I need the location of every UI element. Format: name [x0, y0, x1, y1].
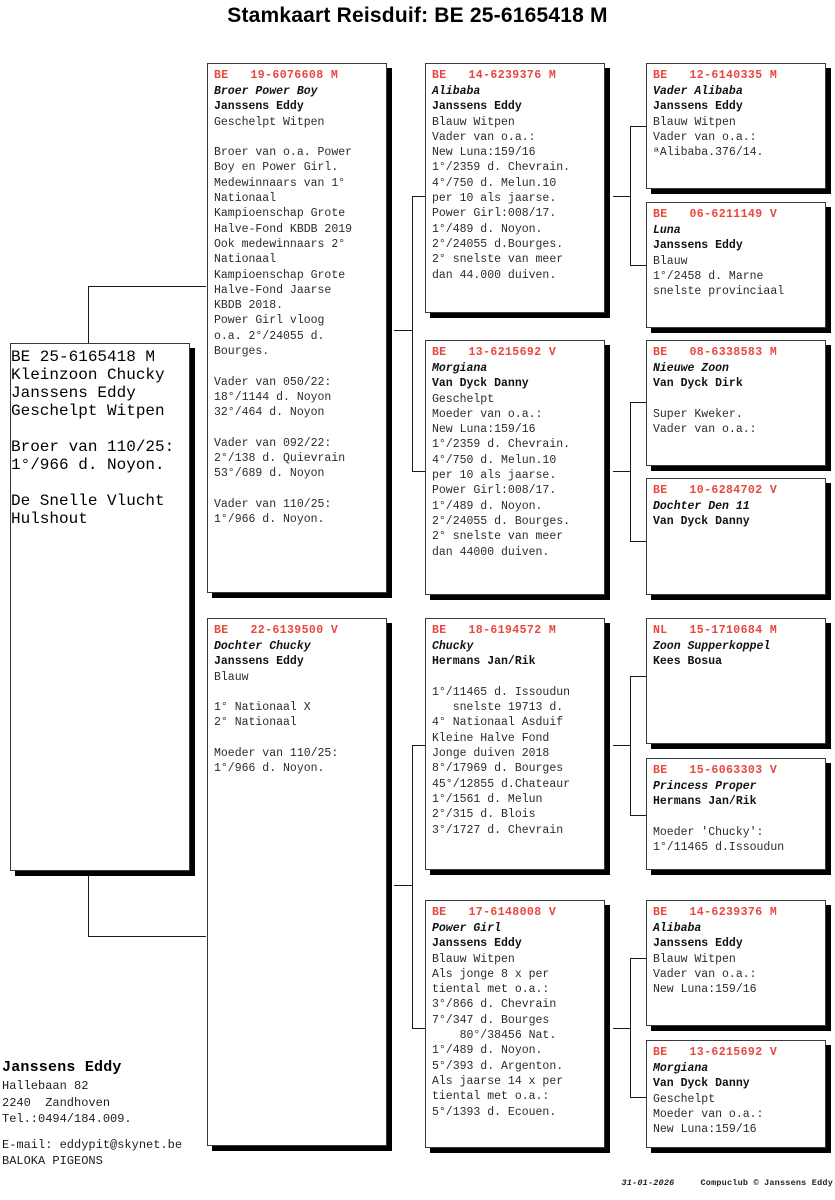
sire-owner: Janssens Eddy	[214, 100, 304, 114]
gp3-ring: BE 18-6194572 M	[432, 624, 557, 637]
gp2-owner: Van Dyck Danny	[432, 377, 529, 391]
dam-box[interactable]	[207, 618, 387, 1146]
detail-line: 1°/11465 d. Issoudun	[432, 685, 571, 699]
connector-gp2-v	[630, 402, 631, 542]
detail-line: Nationaal	[214, 192, 277, 206]
gp4-detail-lines	[426, 952, 604, 1120]
connector-gp4-in-h	[613, 1028, 631, 1029]
ggp8-detail-lines	[647, 1092, 825, 1138]
great-grandparent-box-6[interactable]	[646, 758, 826, 870]
detail-line: 1°/966 d. Noyon.	[11, 456, 165, 474]
detail-line: ªAlibaba.376/14.	[653, 146, 764, 160]
detail-line: KBDB 2018.	[214, 299, 284, 313]
detail-line	[11, 474, 189, 492]
sire-ring: BE 19-6076608 M	[214, 69, 339, 82]
detail-line: Hulshout	[11, 510, 88, 528]
detail-line: 1°/489 d. Noyon.	[432, 1044, 543, 1058]
detail-line: 1°/2359 d. Chevrain.	[432, 438, 571, 452]
subject-owner: Janssens Eddy	[11, 384, 136, 402]
detail-line: 5°/393 d. Argenton.	[432, 1059, 564, 1073]
detail-line: 2°/315 d. Blois	[432, 808, 536, 822]
ggp7-ring: BE 14-6239376 M	[653, 906, 778, 919]
detail-line	[208, 731, 386, 746]
grandparent-box-3[interactable]	[425, 618, 605, 870]
ggp1-name: Vader Alibaba	[653, 85, 743, 98]
detail-line: Nationaal	[214, 253, 277, 267]
detail-line: Kampioenschap Grote	[214, 268, 346, 282]
detail-line: 1°/2359 d. Chevrain.	[432, 161, 571, 175]
subject-ring: BE 25-6165418 M	[11, 348, 156, 366]
detail-line: 1°/11465 d.Issoudun	[653, 841, 785, 855]
subject-detail-lines	[11, 402, 189, 528]
detail-line	[208, 130, 386, 145]
detail-line: 53°/689 d. Noyon	[214, 467, 325, 481]
gp4-name: Power Girl	[432, 922, 502, 935]
great-grandparent-box-5[interactable]	[646, 618, 826, 744]
dam-owner: Janssens Eddy	[214, 655, 304, 669]
subject-name: Kleinzoon Chucky	[11, 366, 165, 384]
detail-line: Kleine Halve Fond	[432, 731, 550, 745]
ggp8-name: Morgiana	[653, 1062, 709, 1075]
ggp4-ring: BE 10-6284702 V	[653, 484, 778, 497]
detail-line: Geschelpt	[653, 1092, 716, 1106]
breeder-email: E-mail: eddypit@skynet.be	[2, 1137, 183, 1152]
detail-line: 45°/12855 d.Chateaur	[432, 777, 571, 791]
gp1-ring: BE 14-6239376 M	[432, 69, 557, 82]
detail-line	[11, 420, 189, 438]
detail-line: Bourges.	[214, 345, 270, 359]
ggp1-detail-lines	[647, 115, 825, 161]
detail-line: Super Kweker.	[653, 407, 743, 421]
grandparent-box-2[interactable]	[425, 340, 605, 595]
detail-line: Blauw Witpen	[432, 115, 515, 129]
gp3-detail-lines	[426, 670, 604, 838]
detail-line: 2°/24055 d.Bourges.	[432, 237, 564, 251]
gp1-detail-lines	[426, 115, 604, 283]
ggp4-owner: Van Dyck Danny	[653, 515, 750, 529]
sire-name: Broer Power Boy	[214, 85, 318, 98]
great-grandparent-box-7[interactable]	[646, 900, 826, 1026]
detail-line: dan 44000 duiven.	[432, 545, 550, 559]
dam-name: Dochter Chucky	[214, 640, 311, 653]
connector-sire-in-h	[394, 330, 413, 331]
ggp5-name: Zoon Supperkoppel	[653, 640, 771, 653]
detail-line	[208, 359, 386, 374]
ggp2-owner: Janssens Eddy	[653, 239, 743, 253]
detail-line: 2° Nationaal	[214, 716, 297, 730]
ggp4-name: Dochter Den 11	[653, 500, 750, 513]
ggp6-owner: Hermans Jan/Rik	[653, 795, 757, 809]
detail-line: 2°/138 d. Quievrain	[214, 452, 346, 466]
detail-line: 32°/464 d. Noyon	[214, 406, 325, 420]
detail-line: o.a. 2°/24055 d.	[214, 329, 325, 343]
ggp2-name: Luna	[653, 224, 681, 237]
detail-line: New Luna:159/16	[432, 146, 536, 160]
detail-line: Geschelpt	[432, 392, 495, 406]
detail-line: 1°/2458 d. Marne	[653, 269, 764, 283]
gp2-ring: BE 13-6215692 V	[432, 346, 557, 359]
detail-line: Halve-Fond Jaarse	[214, 283, 332, 297]
ggp8-owner: Van Dyck Danny	[653, 1077, 750, 1091]
detail-line: Ook medewinnaars 2°	[214, 237, 346, 251]
gp4-owner: Janssens Eddy	[432, 937, 522, 951]
page-title: Stamkaart Reisduif: BE 25-6165418 M	[227, 4, 608, 27]
detail-line: Moeder van o.a.:	[432, 407, 543, 421]
gp4-ring: BE 17-6148008 V	[432, 906, 557, 919]
detail-line: 7°/347 d. Bourges	[432, 1013, 550, 1027]
detail-line: 3°/866 d. Chevrain	[432, 998, 557, 1012]
ggp6-detail-lines	[647, 810, 825, 856]
dam-detail-lines	[208, 670, 386, 777]
ggp6-ring: BE 15-6063303 V	[653, 764, 778, 777]
gp3-owner: Hermans Jan/Rik	[432, 655, 536, 669]
great-grandparent-box-8[interactable]	[646, 1040, 826, 1148]
detail-line: per 10 als jaarse.	[432, 469, 557, 483]
detail-line: Vader van o.a.:	[653, 130, 757, 144]
detail-line	[208, 685, 386, 700]
gp2-detail-lines	[426, 392, 604, 560]
connector-subject-dam-h	[88, 936, 206, 937]
detail-line: Blauw Witpen	[653, 115, 736, 129]
connector-gp3-v	[630, 676, 631, 816]
ggp8-ring: BE 13-6215692 V	[653, 1046, 778, 1059]
detail-line: Als jaarse 14 x per	[432, 1074, 564, 1088]
detail-line: New Luna:159/16	[653, 1123, 757, 1137]
connector-gp1-in-h	[613, 196, 631, 197]
great-grandparent-box-4[interactable]	[646, 478, 826, 595]
detail-line: 80°/38456 Nat.	[432, 1029, 557, 1043]
ggp7-owner: Janssens Eddy	[653, 937, 743, 951]
ggp1-owner: Janssens Eddy	[653, 100, 743, 114]
detail-line: Vader van o.a.:	[653, 423, 757, 437]
detail-line: 2° snelste van meer	[432, 530, 564, 544]
detail-line: 1°/966 d. Noyon.	[214, 513, 325, 527]
connector-dam-in-h	[394, 885, 413, 886]
detail-line: Moeder 'Chucky':	[653, 825, 764, 839]
footer-software-credit: Compuclub © Janssens Eddy	[700, 1178, 833, 1188]
detail-line: 8°/17969 d. Bourges	[432, 762, 564, 776]
detail-line: New Luna:159/16	[432, 423, 536, 437]
detail-line: 4° Nationaal Asduif	[432, 716, 564, 730]
detail-line: tiental met o.a.:	[432, 1090, 550, 1104]
great-grandparent-box-2[interactable]	[646, 202, 826, 328]
dam-ring: BE 22-6139500 V	[214, 624, 339, 637]
detail-line: snelste provinciaal	[653, 285, 785, 299]
detail-line: Blauw Witpen	[432, 952, 515, 966]
detail-line: 4°/750 d. Melun.10	[432, 453, 557, 467]
detail-line: 1°/489 d. Noyon.	[432, 499, 543, 513]
breeder-loft: BALOKA PIGEONS	[2, 1154, 103, 1168]
detail-line	[647, 810, 825, 825]
connector-subject-sire-h	[88, 286, 206, 287]
footer-date: 31-01-2026	[621, 1178, 675, 1188]
detail-line: Jonge duiven 2018	[432, 747, 550, 761]
detail-line: Blauw	[653, 254, 688, 268]
connector-sire-parents-v	[412, 196, 413, 472]
detail-line: 1°/966 d. Noyon.	[214, 762, 325, 776]
breeder-phone: Tel.:0494/184.009.	[2, 1112, 132, 1126]
gp1-name: Alibaba	[432, 85, 481, 98]
detail-line: Blauw	[214, 670, 249, 684]
ggp5-owner: Kees Bosua	[653, 655, 723, 669]
detail-line: New Luna:159/16	[653, 983, 757, 997]
detail-line: Vader van 050/22:	[214, 375, 332, 389]
detail-line	[647, 392, 825, 407]
detail-line	[426, 670, 604, 685]
detail-line: 4°/750 d. Melun.10	[432, 176, 557, 190]
detail-line: 1°/1561 d. Melun	[432, 792, 543, 806]
ggp6-name: Princess Proper	[653, 780, 757, 793]
ggp3-ring: BE 08-6338583 M	[653, 346, 778, 359]
detail-line: 1°/489 d. Noyon.	[432, 222, 543, 236]
detail-line	[208, 421, 386, 436]
connector-gp2-in-h	[613, 471, 631, 472]
detail-line: 18°/1144 d. Noyon	[214, 390, 332, 404]
detail-line: Vader van o.a.:	[432, 130, 536, 144]
detail-line: Geschelpt Witpen	[214, 115, 325, 129]
detail-line: tiental met o.a.:	[432, 983, 550, 997]
detail-line: dan 44.000 duiven.	[432, 268, 557, 282]
detail-line: Kampioenschap Grote	[214, 207, 346, 221]
ggp2-ring: BE 06-6211149 V	[653, 208, 778, 221]
detail-line: 1° Nationaal X	[214, 701, 311, 715]
detail-line: Als jonge 8 x per	[432, 967, 550, 981]
detail-line: Geschelpt Witpen	[11, 402, 165, 420]
connector-gp3-in-h	[613, 745, 631, 746]
ggp7-name: Alibaba	[653, 922, 702, 935]
detail-line: 2°/24055 d. Bourges.	[432, 514, 571, 528]
detail-line: Medewinnaars van 1°	[214, 176, 346, 190]
ggp7-detail-lines	[647, 952, 825, 998]
ggp3-detail-lines	[647, 392, 825, 438]
connector-dam-parents-v	[412, 745, 413, 1029]
ggp2-detail-lines	[647, 254, 825, 300]
detail-line: Moeder van o.a.:	[653, 1107, 764, 1121]
detail-line: Power Girl:008/17.	[432, 207, 557, 221]
grandparent-box-1[interactable]	[425, 63, 605, 313]
detail-line: Blauw Witpen	[653, 952, 736, 966]
gp1-owner: Janssens Eddy	[432, 100, 522, 114]
ggp1-ring: BE 12-6140335 M	[653, 69, 778, 82]
breeder-address1: Hallebaan 82	[2, 1079, 89, 1093]
great-grandparent-box-1[interactable]	[646, 63, 826, 189]
sire-box[interactable]	[207, 63, 387, 593]
subject-box[interactable]	[10, 343, 190, 871]
breeder-address2: 2240 Zandhoven	[2, 1095, 111, 1110]
detail-line: Halve-Fond KBDB 2019	[214, 222, 353, 236]
gp3-name: Chucky	[432, 640, 474, 653]
ggp5-ring: NL 15-1710684 M	[653, 624, 778, 637]
detail-line: 5°/1393 d. Ecouen.	[432, 1105, 557, 1119]
detail-line: 2° snelste van meer	[432, 253, 564, 267]
detail-line: Power Girl:008/17.	[432, 484, 557, 498]
great-grandparent-box-3[interactable]	[646, 340, 826, 466]
ggp3-owner: Van Dyck Dirk	[653, 377, 743, 391]
ggp3-name: Nieuwe Zoon	[653, 362, 729, 375]
detail-line: Vader van 092/22:	[214, 436, 332, 450]
footer-credit	[0, 1168, 833, 1198]
detail-line: Moeder van 110/25:	[214, 747, 339, 761]
detail-line: per 10 als jaarse.	[432, 192, 557, 206]
gp2-name: Morgiana	[432, 362, 488, 375]
detail-line	[208, 482, 386, 497]
detail-line: Broer van 110/25:	[11, 438, 175, 456]
detail-line: De Snelle Vlucht	[11, 492, 165, 510]
detail-line: Broer van o.a. Power	[214, 146, 353, 160]
connector-subject-dam-v	[88, 871, 89, 937]
detail-line: Vader van 110/25:	[214, 498, 332, 512]
detail-line: Vader van o.a.:	[653, 967, 757, 981]
detail-line: 3°/1727 d. Chevrain	[432, 823, 564, 837]
detail-line: Boy en Power Girl.	[214, 161, 339, 175]
sire-detail-lines	[208, 115, 386, 528]
grandparent-box-4[interactable]	[425, 900, 605, 1148]
breeder-name: Janssens Eddy	[2, 1059, 122, 1076]
detail-line: Power Girl vloog	[214, 314, 325, 328]
detail-line: snelste 19713 d.	[432, 701, 564, 715]
